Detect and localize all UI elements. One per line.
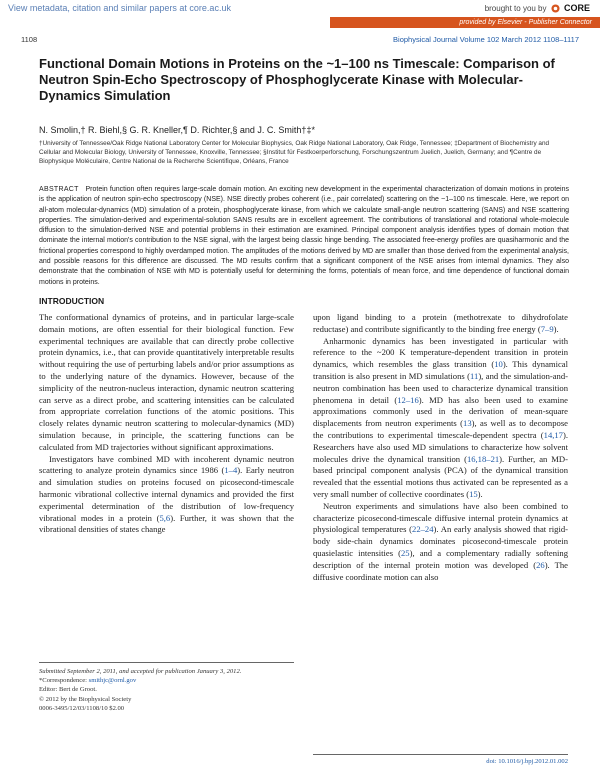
doi-block <box>313 754 568 765</box>
citation-link[interactable]: 14,17 <box>543 429 563 440</box>
citation-link[interactable]: 16,18–21 <box>466 453 500 464</box>
correspondence-label: *Correspondence: <box>39 677 89 685</box>
citation-link[interactable]: 25 <box>401 547 410 558</box>
citation-link[interactable]: 22–24 <box>412 524 434 535</box>
metadata-link[interactable]: View metadata, citation and similar papers at core.ac.uk <box>8 3 231 13</box>
core-logo-icon <box>551 4 560 13</box>
running-header <box>21 35 579 47</box>
abstract-label: ABSTRACT <box>39 186 79 193</box>
issn-line: 0006-3495/12/03/1108/10 $2.00 <box>39 704 125 712</box>
paper-title: Functional Domain Motions in Proteins on the ~1–100 ns Timescale: Comparison of Neutron Spin-Echo Spectroscopy of Phosphoglycerate Kinase with Molecular-Dynamics Simulation <box>39 56 555 103</box>
divider <box>313 754 568 755</box>
paragraph: Neutron experiments and simulations have also been combined to characterize picosecond-timescale diffusive internal protein dynamics at physiological temperatures (22–24). An early analysis showed that rigid-body side-chain dynamics dominates picosecond-timescale protein quasielastic intensities (25), and a complementary radially softening description of the internal protein motion was developed (26). The diffusive coordinate motion can also <box>313 500 569 582</box>
provided-by-bar[interactable]: provided by Elsevier - Publisher Connector <box>330 17 600 28</box>
doi-link[interactable]: doi: 10.1016/j.bpj.2012.01.002 <box>486 758 568 765</box>
editor-line: Editor: Bert de Groot. <box>39 686 97 694</box>
paragraph: The conformational dynamics of proteins, and in particular large-scale domain motions, are often essential for their biological function. Few experimental techniques are available that can directly probe collective protein dynamics, i.e., that can provide quantitatively interpretable results without requiring the use of perturbing labels and/or prior assumptions as to the underlying nature of the dynamics. However, because of the simplicity of the neutron-nucleus interaction, dynamic neutron scattering can serve as a direct probe, and scattering intensities can be calculated from appropriate correlation functions of the atomic positions. This closely relates dynamic neutron scattering to molecular-dynamics (MD) simulation because, in principle, the scattering functions can be calculated from MD trajectories without significant approximations. <box>39 312 294 452</box>
citation-link[interactable]: 7–9 <box>540 323 554 334</box>
core-brand-name: CORE <box>563 3 590 13</box>
citation-link[interactable]: 5,6 <box>159 512 171 523</box>
citation-link[interactable]: 12–16 <box>397 394 419 405</box>
divider <box>39 662 294 663</box>
left-column <box>39 312 294 536</box>
abstract <box>39 185 569 288</box>
paragraph: upon ligand binding to a protein (methotrexate to dihydrofolate reductase) and contribute significantly to the binding free energy (7–9). <box>313 312 568 334</box>
abstract-text: Protein function often requires large-scale domain motion. An exciting new development in the experimental characterization of domain motions in proteins is the application of neutron spin-echo spectroscopy (NSE). NSE directly probes coherent (i.e., pair correlated) scattering on the ~1–100 ns timescale. Here, we report on all-atom molecular-dynamics (MD) simulation of a protein, phosphoglycerate kinase, from which we calculate small-angle neutron scattering (SANS) and NSE scattering properties. The simulation-derived and experimental-solution SANS results are in excellent agreement. The contributions of translational and rotational whole-molecule diffusion to the simulation-derived NSE and potential problems in their estimation are examined. Principal component analysis identifies types of domain motion that dominate the internal motion's contribution to the NSE signal, with the largest being classic hinge bending. The associated free-energy profiles are quasiharmonic and the frictional properties correspond to highly overdamped motion. The amplitudes of the motions derived by MD are smaller than those derived from the experimental analysis, and possible reasons for this difference are discussed. The MD results confirm that a significant component of the NSE arises from internal dynamics. They also demonstrate that the combination of NSE with MD is potentially useful for determining the forms, potentials of mean force, and time dependence of functional domain motions in proteins. <box>39 186 569 286</box>
paragraph: Anharmonic dynamics has been investigated in particular with reference to the ~200 K temperature-dependent transition in protein dynamics, which resembles the glass transition (10). This dynamical transition is also present in MD simulations (11), and the simulation-and-neutron combination has been used to characterize dynamical transition phenomena in detail (12–16). MD has also been used to examine approximations commonly used in the derivation of mean-square displacements from neutron experiments (13), as well as to decompose the contributions to experimental timescale-dependent spectra (14,17). Researchers have also used MD simulations to characterize how solvent molecules drive the dynamical transition (16,18–21). Further, an MD-based principal component analysis (PCA) of the dynamical transition revealed that the essential motions thus activated can be represented as a very small number of collective coordinates (15). <box>313 335 568 499</box>
citation-link[interactable]: 11 <box>470 370 479 381</box>
section-heading-introduction: INTRODUCTION <box>39 296 105 306</box>
core-brand[interactable] <box>485 3 590 13</box>
citation-link[interactable]: 15 <box>469 488 478 499</box>
footnote-block <box>39 662 294 713</box>
right-column <box>313 312 568 583</box>
brought-to-you-text: brought to you by <box>484 4 547 13</box>
page-number: 1108 <box>21 35 38 44</box>
journal-citation[interactable]: Biophysical Journal Volume 102 March 2012 1108–1117 <box>393 35 579 44</box>
paragraph: Investigators have combined MD with incoherent dynamic neutron scattering to analyze protein dynamics since 1986 (1–4). Early neutron and simulation studies on proteins focused on picosecond-timescale harmonic vibrational collective internal dynamics and provided the first experimental determination of the distribution of low-frequency vibrational modes in a protein (5,6). Further, it was shown that the vibrational densities of states change <box>39 453 294 535</box>
submission-dates: Submitted September 2, 2011, and accepted for publication January 3, 2012. <box>39 668 242 675</box>
citation-link[interactable]: 26 <box>536 559 545 570</box>
citation-link[interactable]: 13 <box>463 418 472 429</box>
correspondence-email[interactable]: smithjc@ornl.gov <box>88 677 137 685</box>
citation-link[interactable]: 1–4 <box>224 465 238 476</box>
citation-link[interactable]: 10 <box>494 359 503 370</box>
author-list: N. Smolin,† R. Biehl,§ G. R. Kneller,¶ D. Richter,§ and J. C. Smith†‡* <box>39 125 315 135</box>
affiliations: †University of Tennessee/Oak Ridge National Laboratory Center for Molecular Biophysics, Oak Ridge National Laboratory, Oak Ridge, Tennessee; ‡Department of Biochemistry and Cellular and Molecular Biology, University of Tennessee, Knoxville, Tennessee; §Institut für Festkoerperforschung, Forschungszentrum Juelich, Juelich, Germany; and ¶Centre de Biophysique Moléculaire, Centre National de la Recherche Scientifique, Orléans, France <box>39 140 550 165</box>
copyright-line: © 2012 by the Biophysical Society <box>39 695 132 703</box>
